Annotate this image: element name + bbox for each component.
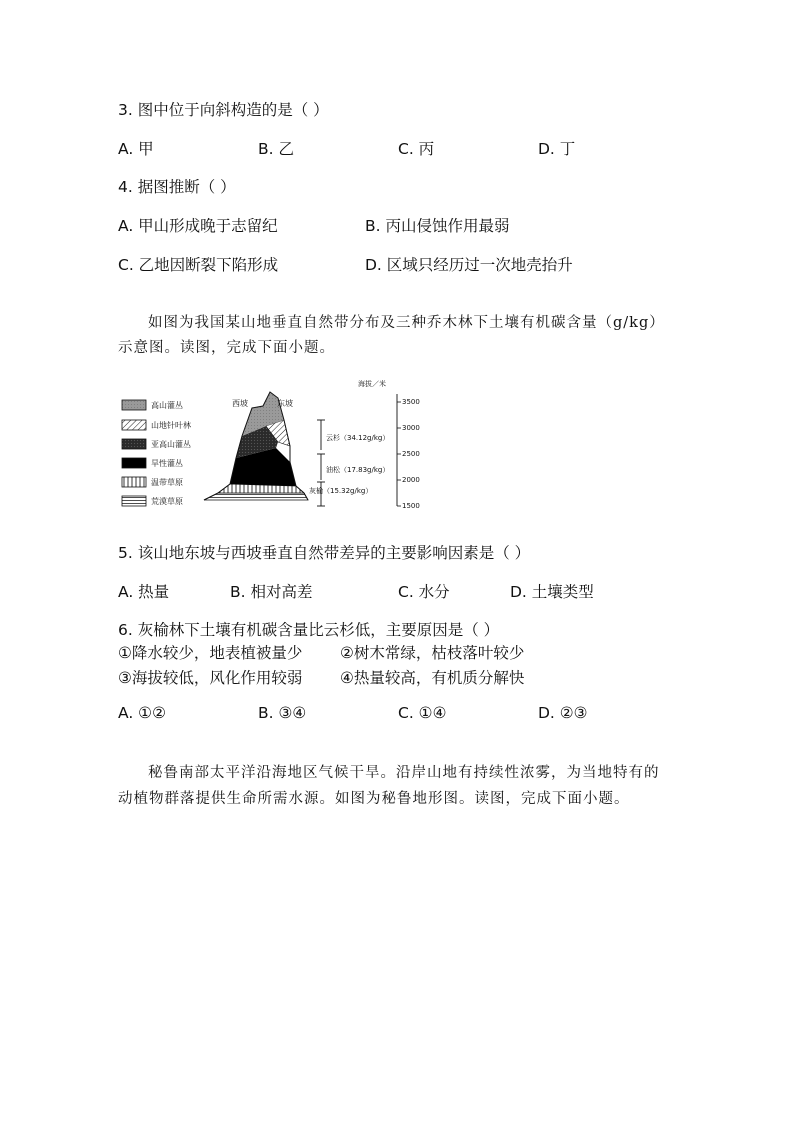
q4-option-c: C. 乙地因断裂下陷形成 [118, 256, 279, 274]
west-slope-label: 西坡 [232, 399, 248, 408]
legend-swatch-subalpine-shrub [122, 439, 146, 449]
tree-markers [309, 420, 389, 506]
passage2-line2: 动植物群落提供生命所需水源。如图为秘鲁地形图。读图，完成下面小题。 [118, 791, 630, 807]
legend-swatch-temperate-steppe [122, 477, 146, 487]
tree-label-pine: 油松（17.83g/kg） [326, 466, 390, 474]
q5-option-b: B. 相对高差 [230, 583, 313, 601]
q4-option-b: B. 丙山侵蚀作用最弱 [365, 217, 510, 235]
tick-1500: 1500 [402, 502, 420, 510]
q5-option-d: D. 土壤类型 [510, 583, 594, 601]
legend-swatch-xeric-shrub [122, 458, 146, 468]
tree-label-elm: 灰榆（15.32g/kg） [309, 487, 373, 495]
legend [122, 400, 191, 506]
tick-3500: 3500 [402, 398, 420, 406]
q5-stem: 5. 该山地东坡与西坡垂直自然带差异的主要影响因素是（ ） [118, 544, 531, 562]
q3-option-d: D. 丁 [538, 140, 576, 158]
legend-label-desert-steppe: 荒漠草原 [151, 497, 183, 506]
q3-option-a: A. 甲 [118, 140, 154, 158]
passage1-line1: 如图为我国某山地垂直自然带分布及三种乔木林下土壤有机碳含量（g/kg） [148, 315, 665, 331]
q6-option-b: B. ③④ [258, 704, 307, 722]
q6-option-c: C. ①④ [398, 704, 447, 722]
tick-2500: 2500 [402, 450, 420, 458]
legend-label-temperate-steppe: 温带草原 [151, 478, 183, 487]
q5-option-c: C. 水分 [398, 583, 450, 601]
q6-item-2: ②树木常绿，枯枝落叶较少 [340, 644, 525, 662]
q4-option-d: D. 区域只经历过一次地壳抬升 [365, 256, 573, 274]
tick-3000: 3000 [402, 424, 420, 432]
legend-swatch-alpine-shrub [122, 400, 146, 410]
legend-label-subalpine-shrub: 亚高山灌丛 [151, 440, 191, 449]
q5-option-a: A. 热量 [118, 583, 170, 601]
q6-item-3: ③海拔较低，风化作用较弱 [118, 669, 303, 687]
q3-stem: 3. 图中位于向斜构造的是（ ） [118, 101, 329, 119]
tick-2000: 2000 [402, 476, 420, 484]
q6-option-d: D. ②③ [538, 704, 588, 722]
vertical-zone-figure [118, 376, 418, 514]
legend-swatch-desert-steppe [122, 496, 146, 506]
q4-stem: 4. 据图推断（ ） [118, 178, 236, 196]
tree-label-spruce: 云杉（34.12g/kg） [326, 434, 390, 442]
passage1-line2: 示意图。读图，完成下面小题。 [118, 340, 335, 356]
axis-title: 海拔／米 [358, 380, 386, 388]
q6-item-4: ④热量较高，有机质分解快 [340, 669, 525, 687]
legend-label-coniferous-forest: 山地针叶林 [151, 421, 191, 430]
q6-option-a: A. ①② [118, 704, 166, 722]
q3-option-b: B. 乙 [258, 140, 294, 158]
q6-item-1: ①降水较少，地表植被量少 [118, 644, 303, 662]
passage2-line1: 秘鲁南部太平洋沿海地区气候干旱。沿岸山地有持续性浓雾，为当地特有的 [148, 765, 660, 781]
legend-label-alpine-shrub: 高山灌丛 [151, 401, 183, 410]
q6-stem: 6. 灰榆林下土壤有机碳含量比云杉低，主要原因是（ ） [118, 621, 500, 639]
zone-desert-steppe [204, 493, 308, 500]
east-slope-label: 东坡 [277, 399, 293, 408]
legend-label-xeric-shrub: 旱性灌丛 [151, 459, 183, 468]
q3-option-c: C. 丙 [398, 140, 435, 158]
mountain-profile [204, 392, 308, 500]
q4-option-a: A. 甲山形成晚于志留纪 [118, 217, 278, 235]
legend-swatch-coniferous-forest [122, 420, 146, 430]
